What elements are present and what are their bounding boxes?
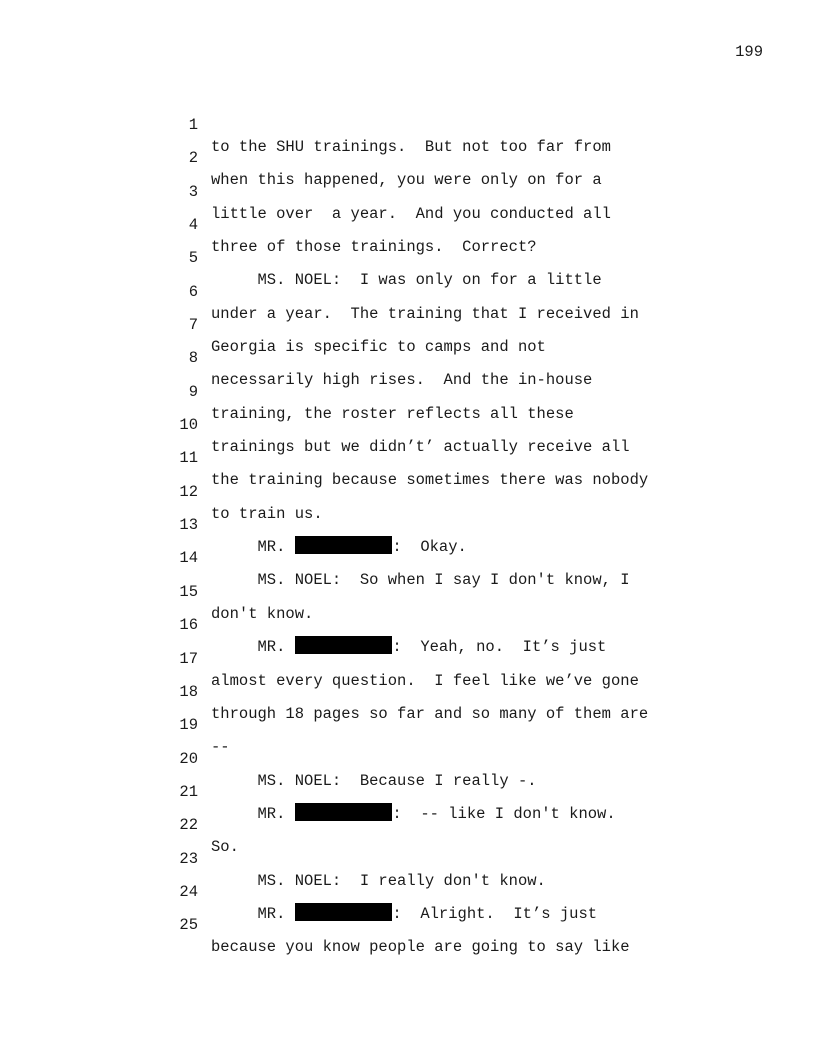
transcript-line — [170, 626, 730, 690]
line-text: MS. NOEL: I really don't know. — [211, 871, 546, 890]
line-text: through 18 pages so far and so many of them are — [211, 704, 649, 723]
line-number: 16 — [179, 616, 198, 635]
speaker-prefix: MR. — [211, 904, 286, 923]
transcript-line — [170, 592, 730, 657]
line-number: 25 — [179, 916, 198, 935]
transcript-line — [170, 692, 730, 757]
line-number: 9 — [188, 382, 198, 401]
transcript-body — [170, 92, 730, 957]
line-number: 10 — [179, 416, 198, 435]
line-number: 21 — [179, 782, 198, 801]
speaker-remark: : -- like I don't know. — [392, 804, 616, 823]
line-text: don't know. — [211, 604, 314, 623]
line-number: 12 — [179, 482, 198, 501]
transcript-line — [170, 559, 730, 623]
line-number: 18 — [179, 682, 198, 701]
line-number: 24 — [179, 882, 198, 901]
line-number: 7 — [188, 316, 198, 335]
speaker-prefix: MR. — [211, 804, 286, 823]
speaker-prefix: MR. — [211, 638, 286, 657]
transcript-line — [170, 459, 730, 523]
line-text: MS. NOEL: So when I say I don't know, I — [211, 571, 630, 590]
line-number: 4 — [188, 216, 198, 235]
line-number: 5 — [188, 249, 198, 268]
transcript-line — [170, 159, 730, 223]
line-text: training, the roster reflects all these — [211, 404, 574, 423]
transcript-line — [170, 726, 730, 790]
line-text: necessarily high rises. And the in-house — [211, 371, 593, 390]
transcript-line — [170, 525, 730, 590]
speaker-remark: : Yeah, no. It’s just — [392, 638, 607, 657]
line-text: three of those trainings. Correct? — [211, 238, 537, 257]
transcript-line — [170, 792, 730, 857]
line-text: MS. NOEL: I was only on for a little — [211, 271, 602, 290]
line-number: 8 — [188, 349, 198, 368]
transcript-line — [170, 392, 730, 457]
transcript-line — [170, 259, 730, 323]
line-number: 15 — [179, 582, 198, 601]
transcript-line — [170, 325, 730, 390]
transcript-line — [170, 859, 730, 923]
line-text: So. — [211, 838, 239, 857]
line-number: 2 — [188, 149, 198, 168]
line-text: the training because sometimes there was nobody — [211, 471, 649, 490]
line-number: 13 — [179, 516, 198, 535]
line-text: because you know people are going to say like — [211, 938, 630, 957]
transcript-line — [170, 826, 730, 890]
line-text: little over a year. And you conducted all — [211, 204, 611, 223]
transcript-line — [170, 192, 730, 257]
line-number: 1 — [188, 116, 198, 134]
speaker-remark: : Okay. — [392, 538, 467, 557]
page-number: 199 — [735, 43, 763, 61]
transcript-line — [170, 892, 730, 957]
transcript-line — [170, 659, 730, 723]
line-text: almost every question. I feel like we’ve gone — [211, 671, 639, 690]
line-number: 23 — [179, 849, 198, 868]
line-text: -- — [211, 738, 230, 757]
speaker-prefix: MR. — [211, 538, 286, 557]
line-number: 3 — [188, 182, 198, 201]
line-number: 6 — [188, 282, 198, 301]
line-number: 22 — [179, 816, 198, 835]
transcript-line — [170, 225, 730, 290]
speaker-remark: : Alright. It’s just — [392, 904, 598, 923]
line-number: 20 — [179, 749, 198, 768]
line-text: MS. NOEL: Because I really -. — [211, 771, 537, 790]
transcript-line — [170, 292, 730, 357]
line-number: 11 — [179, 449, 198, 468]
transcript-line — [170, 359, 730, 423]
transcript-line — [170, 492, 730, 557]
line-text: to train us. — [211, 504, 323, 523]
line-text: to the SHU trainings. But not too far from — [211, 138, 611, 156]
line-number: 19 — [179, 716, 198, 735]
line-text: Georgia is specific to camps and not — [211, 338, 546, 357]
line-text: when this happened, you were only on for a — [211, 171, 602, 190]
transcript-line — [170, 759, 730, 823]
line-number: 14 — [179, 549, 198, 568]
line-text: trainings but we didn’t’ actually receive all — [211, 438, 630, 457]
transcript-line — [170, 425, 730, 490]
line-text: under a year. The training that I received in — [211, 304, 639, 323]
transcript-line — [170, 125, 730, 190]
line-number: 17 — [179, 649, 198, 668]
transcript-line — [170, 92, 730, 156]
